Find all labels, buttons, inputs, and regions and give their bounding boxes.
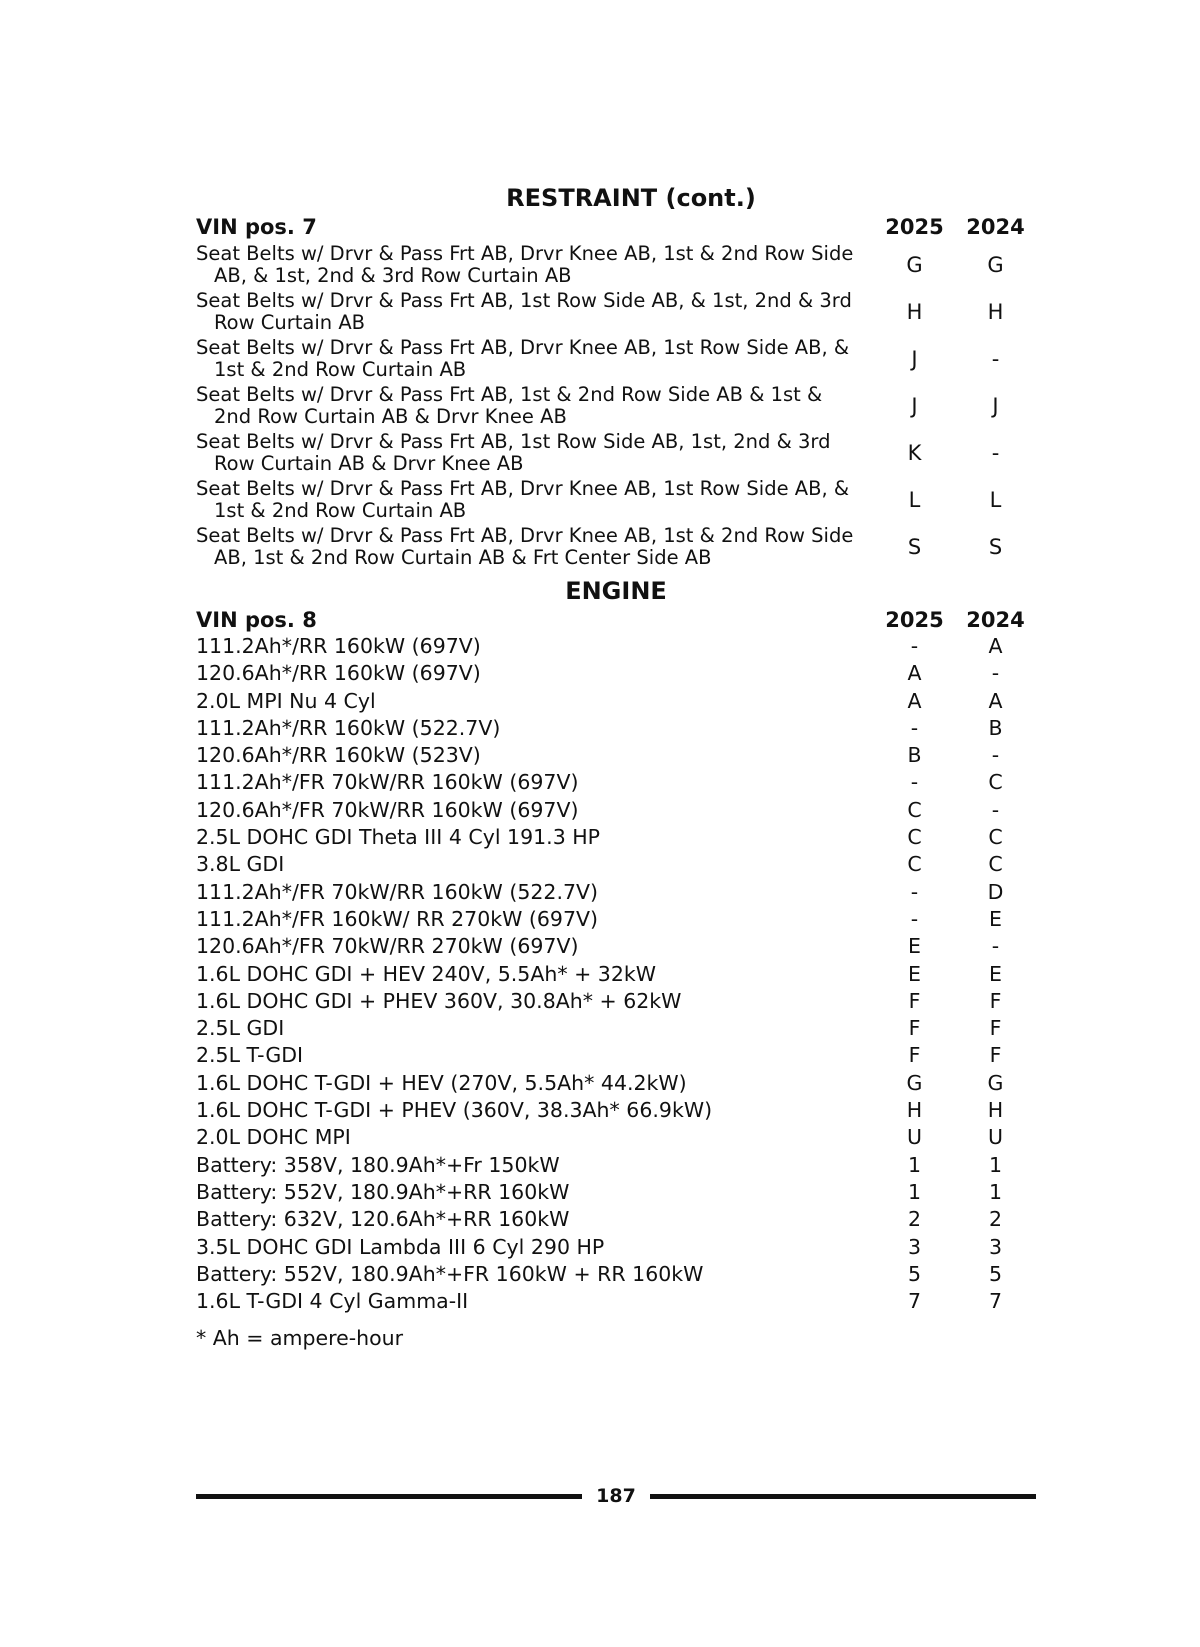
footnote: * Ah = ampere-hour [196,1326,404,1351]
row-label: 120.6Ah*/RR 160kW (523V) [196,743,481,768]
row-label: 1.6L DOHC T-GDI + PHEV (360V, 38.3Ah* 66.9kW) [196,1098,713,1123]
row-label: 2.5L DOHC GDI Theta III 4 Cyl 191.3 HP [196,825,601,850]
row-code-2025: F [908,988,921,1013]
table-row [196,1234,1036,1261]
row-label: 1.6L T-GDI 4 Cyl Gamma-II [196,1289,469,1314]
row-label: 111.2Ah*/FR 70kW/RR 160kW (697V) [196,770,579,795]
row-code-2025: A [907,661,922,686]
row-code-2024: 1 [988,1152,1003,1177]
row-code-2025: C [907,852,922,877]
engine-title: ENGINE [565,577,667,605]
row-code-2024: U [987,1125,1003,1150]
row-label: Seat Belts w/ Drvr & Pass Frt AB, 1st & 2nd Row Side AB & 1st & 2nd Row Curtain AB & Drvr Knee AB [196,383,823,428]
row-label: Battery: 632V, 120.6Ah*+RR 160kW [196,1207,570,1232]
table-row [196,961,1036,988]
table-row [196,988,1036,1015]
row-code-2025: - [910,770,919,795]
row-code-2024: - [991,347,1000,371]
engine-year-2024: 2024 [966,608,1025,632]
row-code-2024: A [988,634,1003,658]
row-code-2025: A [907,688,922,713]
engine-table [196,633,1036,1315]
row-code-2024: - [991,661,1000,686]
row-code-2024: L [989,488,1002,512]
table-row [196,688,1036,715]
table-row [196,1042,1036,1069]
row-code-2024: C [988,825,1003,850]
row-code-2025: - [910,906,919,931]
row-label: Seat Belts w/ Drvr & Pass Frt AB, Drvr Knee AB, 1st & 2nd Row Side AB, 1st & 2nd Row Curtain AB & Frt Center Side AB [196,524,854,569]
row-code-2024: 3 [988,1234,1003,1259]
row-code-2025: J [911,394,918,418]
row-label: 1.6L DOHC GDI + HEV 240V, 5.5Ah* + 32kW [196,961,657,986]
engine-header-row [196,607,1036,633]
row-code-2025: 7 [907,1289,922,1314]
row-label: 111.2Ah*/FR 160kW/ RR 270kW (697V) [196,906,599,931]
row-code-2025: U [906,1125,922,1150]
row-label: 3.8L GDI [196,852,285,877]
engine-year-2025: 2025 [885,608,944,632]
row-code-2025: - [910,879,919,904]
restraint-vin-label: VIN pos. 7 [196,215,317,239]
row-label: 1.6L DOHC T-GDI + HEV (270V, 5.5Ah* 44.2kW) [196,1070,687,1095]
row-code-2025: 5 [907,1261,922,1286]
restraint-year-2024: 2024 [966,215,1025,239]
row-code-2024: D [987,879,1004,904]
table-row [196,525,1036,569]
row-code-2024: - [991,743,1000,768]
row-code-2024: E [989,961,1002,986]
row-code-2024: B [988,715,1003,740]
row-code-2024: 7 [988,1289,1003,1314]
row-code-2024: S [988,535,1003,559]
table-row [196,243,1036,287]
row-label: 2.0L MPI Nu 4 Cyl [196,688,376,713]
restraint-title: RESTRAINT (cont.) [506,184,756,212]
row-label: Battery: 552V, 180.9Ah*+RR 160kW [196,1179,570,1204]
row-label: 2.5L T-GDI [196,1043,304,1068]
row-code-2025: H [906,300,923,324]
row-code-2025: 1 [907,1152,922,1177]
row-code-2025: L [908,488,921,512]
table-row [196,633,1036,660]
row-code-2025: G [906,253,923,277]
table-row [196,797,1036,824]
row-label: 120.6Ah*/FR 70kW/RR 160kW (697V) [196,797,579,822]
row-code-2024: - [991,441,1000,465]
row-code-2025: S [907,535,922,559]
row-label: 111.2Ah*/RR 160kW (522.7V) [196,715,501,740]
restraint-table [196,243,1036,569]
row-code-2024: F [989,1043,1002,1068]
page-footer [196,1481,1036,1511]
row-code-2024: G [987,1070,1004,1095]
row-label: 111.2Ah*/FR 70kW/RR 160kW (522.7V) [196,879,599,904]
footer-rule-right [650,1494,1036,1499]
table-row [196,1179,1036,1206]
row-code-2025: - [910,715,919,740]
row-code-2025: G [906,1070,923,1095]
table-row [196,906,1036,933]
row-code-2024: F [989,988,1002,1013]
restraint-header-row [196,214,1036,240]
page-number: 187 [596,1485,636,1507]
row-label: 3.5L DOHC GDI Lambda III 6 Cyl 290 HP [196,1234,605,1259]
table-row [196,290,1036,334]
row-code-2024: 5 [988,1261,1003,1286]
row-label: Battery: 552V, 180.9Ah*+FR 160kW + RR 160kW [196,1261,704,1286]
row-code-2024: H [987,300,1004,324]
row-code-2024: C [988,852,1003,877]
table-row [196,1261,1036,1288]
row-code-2024: F [989,1016,1002,1041]
row-code-2025: C [907,825,922,850]
row-code-2024: E [989,906,1002,931]
row-code-2025: H [906,1098,923,1123]
row-code-2025: F [908,1043,921,1068]
row-label: Seat Belts w/ Drvr & Pass Frt AB, Drvr Knee AB, 1st Row Side AB, & 1st & 2nd Row Curtain AB [196,336,850,381]
row-label: Seat Belts w/ Drvr & Pass Frt AB, Drvr Knee AB, 1st Row Side AB, & 1st & 2nd Row Curtain AB [196,477,850,522]
engine-vin-label: VIN pos. 8 [196,608,317,632]
row-code-2025: E [908,961,921,986]
row-code-2024: C [988,770,1003,795]
row-code-2024: J [992,394,999,418]
row-code-2025: - [910,634,919,658]
row-label: 2.5L GDI [196,1016,285,1041]
row-label: 1.6L DOHC GDI + PHEV 360V, 30.8Ah* + 62kW [196,988,682,1013]
row-code-2025: K [907,441,922,465]
row-code-2025: B [907,743,922,768]
row-code-2024: G [987,253,1004,277]
row-code-2024: 2 [988,1207,1003,1232]
table-row [196,933,1036,960]
row-code-2024: A [988,688,1003,713]
table-row [196,851,1036,878]
row-code-2025: 3 [907,1234,922,1259]
row-code-2024: - [991,934,1000,959]
row-label: 120.6Ah*/FR 70kW/RR 270kW (697V) [196,934,579,959]
table-row [196,384,1036,428]
row-code-2025: F [908,1016,921,1041]
table-row [196,1124,1036,1151]
row-code-2025: 1 [907,1179,922,1204]
table-row [196,1015,1036,1042]
restraint-year-2025: 2025 [885,215,944,239]
table-row [196,1206,1036,1233]
table-row [196,1152,1036,1179]
row-code-2025: 2 [907,1207,922,1232]
footer-rule-left [196,1494,582,1499]
table-row [196,660,1036,687]
row-label: Seat Belts w/ Drvr & Pass Frt AB, 1st Row Side AB, & 1st, 2nd & 3rd Row Curtain AB [196,289,852,334]
table-row [196,1097,1036,1124]
table-row [196,478,1036,522]
row-code-2025: C [907,797,922,822]
row-code-2025: E [908,934,921,959]
row-label: Seat Belts w/ Drvr & Pass Frt AB, Drvr Knee AB, 1st & 2nd Row Side AB, & 1st, 2nd & 3rd Row Curtain AB [196,242,854,287]
row-code-2024: H [987,1098,1004,1123]
row-label: 111.2Ah*/RR 160kW (697V) [196,634,481,658]
row-code-2024: 1 [988,1179,1003,1204]
row-label: Battery: 358V, 180.9Ah*+Fr 150kW [196,1152,560,1177]
row-code-2025: J [911,347,918,371]
table-row [196,431,1036,475]
table-row [196,769,1036,796]
table-row [196,1288,1036,1315]
table-row [196,879,1036,906]
table-row [196,742,1036,769]
table-row [196,715,1036,742]
table-row [196,1070,1036,1097]
page-content [196,184,1036,1351]
row-label: 120.6Ah*/RR 160kW (697V) [196,661,481,686]
table-row [196,824,1036,851]
row-label: Seat Belts w/ Drvr & Pass Frt AB, 1st Row Side AB, 1st, 2nd & 3rd Row Curtain AB & Drvr Knee AB [196,430,831,475]
table-row [196,337,1036,381]
row-code-2024: - [991,797,1000,822]
row-label: 2.0L DOHC MPI [196,1125,351,1150]
